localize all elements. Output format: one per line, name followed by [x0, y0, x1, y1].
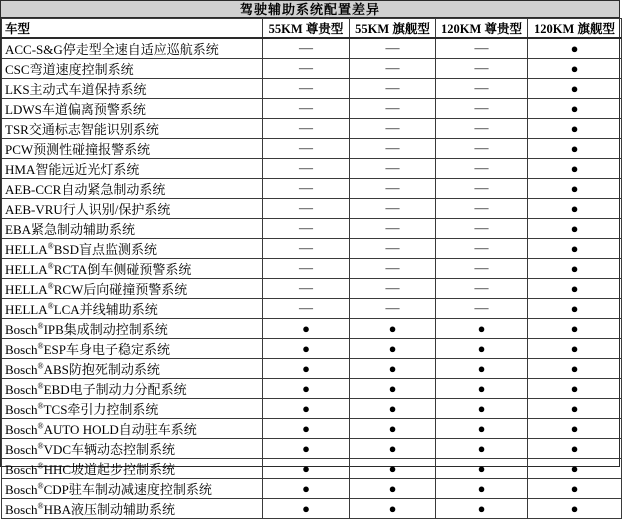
- system-name: Bosch®ESP车身电子稳定系统: [2, 339, 263, 359]
- system-name: Bosch®EBD电子制动力分配系统: [2, 379, 263, 399]
- table-row: [2, 179, 622, 199]
- table-row: [2, 319, 622, 339]
- system-name: Bosch®CDP驻车制动减速度控制系统: [2, 479, 263, 499]
- equipped-dot: ●: [350, 479, 436, 499]
- equipped-dot: ●: [263, 439, 350, 459]
- not-available-dash: —: [436, 59, 528, 79]
- equipped-dot: ●: [528, 239, 622, 259]
- table-row: [2, 359, 622, 379]
- table-row: [2, 199, 622, 219]
- not-available-dash: —: [263, 259, 350, 279]
- system-name: AEB-CCR自动紧急制动系统: [2, 179, 263, 199]
- equipped-dot: ●: [436, 439, 528, 459]
- equipped-dot: ●: [350, 359, 436, 379]
- not-available-dash: —: [350, 279, 436, 299]
- not-available-dash: —: [263, 38, 350, 59]
- system-name: HELLA®LCA并线辅助系统: [2, 299, 263, 319]
- not-available-dash: —: [436, 79, 528, 99]
- col-header-trim-2: 55KM 旗舰型: [350, 19, 436, 39]
- equipped-dot: ●: [528, 479, 622, 499]
- equipped-dot: ●: [528, 139, 622, 159]
- col-header-model: 车型: [2, 19, 263, 39]
- system-name: Bosch®IPB集成制动控制系统: [2, 319, 263, 339]
- not-available-dash: —: [350, 99, 436, 119]
- system-name: Bosch®AUTO HOLD自动驻车系统: [2, 419, 263, 439]
- table-row: [2, 159, 622, 179]
- not-available-dash: —: [436, 219, 528, 239]
- table-row: [2, 399, 622, 419]
- equipped-dot: ●: [263, 499, 350, 519]
- table-row: [2, 279, 622, 299]
- equipped-dot: ●: [528, 179, 622, 199]
- equipped-dot: ●: [528, 379, 622, 399]
- equipped-dot: ●: [263, 459, 350, 479]
- not-available-dash: —: [436, 38, 528, 59]
- config-table: [1, 18, 622, 519]
- equipped-dot: ●: [263, 379, 350, 399]
- system-name: Bosch®ABS防抱死制动系统: [2, 359, 263, 379]
- not-available-dash: —: [263, 139, 350, 159]
- equipped-dot: ●: [528, 99, 622, 119]
- equipped-dot: ●: [528, 79, 622, 99]
- table-row: [2, 439, 622, 459]
- table-row: [2, 419, 622, 439]
- system-name: TSR交通标志智能识别系统: [2, 119, 263, 139]
- table-row: [2, 119, 622, 139]
- table-row: [2, 299, 622, 319]
- not-available-dash: —: [436, 99, 528, 119]
- col-header-trim-1: 55KM 尊贵型: [263, 19, 350, 39]
- equipped-dot: ●: [528, 459, 622, 479]
- not-available-dash: —: [350, 239, 436, 259]
- equipped-dot: ●: [528, 299, 622, 319]
- not-available-dash: —: [436, 279, 528, 299]
- equipped-dot: ●: [263, 339, 350, 359]
- not-available-dash: —: [263, 299, 350, 319]
- table-row: [2, 339, 622, 359]
- equipped-dot: ●: [528, 339, 622, 359]
- system-name: Bosch®HHC坡道起步控制系统: [2, 459, 263, 479]
- not-available-dash: —: [350, 259, 436, 279]
- system-name: HELLA®RCTA倒车侧碰预警系统: [2, 259, 263, 279]
- not-available-dash: —: [436, 259, 528, 279]
- equipped-dot: ●: [528, 219, 622, 239]
- not-available-dash: —: [350, 59, 436, 79]
- not-available-dash: —: [263, 199, 350, 219]
- equipped-dot: ●: [350, 339, 436, 359]
- equipped-dot: ●: [436, 419, 528, 439]
- equipped-dot: ●: [436, 319, 528, 339]
- system-name: Bosch®VDC车辆动态控制系统: [2, 439, 263, 459]
- equipped-dot: ●: [528, 279, 622, 299]
- system-name: Bosch®TCS牵引力控制系统: [2, 399, 263, 419]
- not-available-dash: —: [263, 59, 350, 79]
- equipped-dot: ●: [528, 38, 622, 59]
- table-row: [2, 219, 622, 239]
- equipped-dot: ●: [436, 399, 528, 419]
- not-available-dash: —: [350, 159, 436, 179]
- system-name: HELLA®RCW后向碰撞预警系统: [2, 279, 263, 299]
- equipped-dot: ●: [528, 359, 622, 379]
- not-available-dash: —: [263, 159, 350, 179]
- equipped-dot: ●: [436, 479, 528, 499]
- system-name: PCW预测性碰撞报警系统: [2, 139, 263, 159]
- equipped-dot: ●: [350, 419, 436, 439]
- not-available-dash: —: [263, 119, 350, 139]
- not-available-dash: —: [263, 179, 350, 199]
- equipped-dot: ●: [528, 399, 622, 419]
- system-name: HELLA®BSD盲点监测系统: [2, 239, 263, 259]
- not-available-dash: —: [350, 199, 436, 219]
- equipped-dot: ●: [263, 419, 350, 439]
- table-row: [2, 239, 622, 259]
- not-available-dash: —: [436, 159, 528, 179]
- equipped-dot: ●: [528, 319, 622, 339]
- system-name: EBA紧急制动辅助系统: [2, 219, 263, 239]
- equipped-dot: ●: [436, 459, 528, 479]
- equipped-dot: ●: [350, 459, 436, 479]
- not-available-dash: —: [263, 219, 350, 239]
- equipped-dot: ●: [528, 439, 622, 459]
- equipped-dot: ●: [528, 119, 622, 139]
- not-available-dash: —: [436, 179, 528, 199]
- not-available-dash: —: [350, 38, 436, 59]
- not-available-dash: —: [263, 239, 350, 259]
- equipped-dot: ●: [528, 59, 622, 79]
- table-row: [2, 79, 622, 99]
- not-available-dash: —: [263, 279, 350, 299]
- equipped-dot: ●: [436, 379, 528, 399]
- system-name: HMA智能远近光灯系统: [2, 159, 263, 179]
- system-name: Bosch®HBA液压制动辅助系统: [2, 499, 263, 519]
- equipped-dot: ●: [436, 339, 528, 359]
- not-available-dash: —: [263, 79, 350, 99]
- system-name: AEB-VRU行人识别/保护系统: [2, 199, 263, 219]
- table-row: [2, 139, 622, 159]
- not-available-dash: —: [436, 119, 528, 139]
- equipped-dot: ●: [528, 199, 622, 219]
- system-name: LKS主动式车道保持系统: [2, 79, 263, 99]
- equipped-dot: ●: [350, 499, 436, 519]
- table-row: [2, 499, 622, 519]
- equipped-dot: ●: [528, 259, 622, 279]
- not-available-dash: —: [350, 299, 436, 319]
- equipped-dot: ●: [350, 379, 436, 399]
- equipped-dot: ●: [436, 359, 528, 379]
- table-title: 驾驶辅助系统配置差异: [1, 1, 619, 18]
- system-name: ACC-S&G停走型全速自适应巡航系统: [2, 38, 263, 59]
- equipped-dot: ●: [263, 319, 350, 339]
- equipped-dot: ●: [263, 399, 350, 419]
- not-available-dash: —: [350, 139, 436, 159]
- not-available-dash: —: [436, 139, 528, 159]
- col-header-trim-4: 120KM 旗舰型: [528, 19, 622, 39]
- table-row: [2, 99, 622, 119]
- equipped-dot: ●: [263, 359, 350, 379]
- table-row: [2, 379, 622, 399]
- system-name: CSC弯道速度控制系统: [2, 59, 263, 79]
- table-row: [2, 38, 622, 59]
- not-available-dash: —: [436, 199, 528, 219]
- table-row: [2, 459, 622, 479]
- not-available-dash: —: [350, 79, 436, 99]
- header-row: [2, 19, 622, 39]
- not-available-dash: —: [436, 299, 528, 319]
- table-row: [2, 59, 622, 79]
- table-row: [2, 259, 622, 279]
- equipped-dot: ●: [528, 159, 622, 179]
- table-row: [2, 479, 622, 499]
- not-available-dash: —: [436, 239, 528, 259]
- equipped-dot: ●: [263, 479, 350, 499]
- equipped-dot: ●: [350, 319, 436, 339]
- equipped-dot: ●: [528, 499, 622, 519]
- col-header-trim-3: 120KM 尊贵型: [436, 19, 528, 39]
- equipped-dot: ●: [350, 399, 436, 419]
- equipped-dot: ●: [436, 499, 528, 519]
- not-available-dash: —: [263, 99, 350, 119]
- not-available-dash: —: [350, 119, 436, 139]
- not-available-dash: —: [350, 219, 436, 239]
- not-available-dash: —: [350, 179, 436, 199]
- equipped-dot: ●: [350, 439, 436, 459]
- system-name: LDWS车道偏离预警系统: [2, 99, 263, 119]
- equipped-dot: ●: [528, 419, 622, 439]
